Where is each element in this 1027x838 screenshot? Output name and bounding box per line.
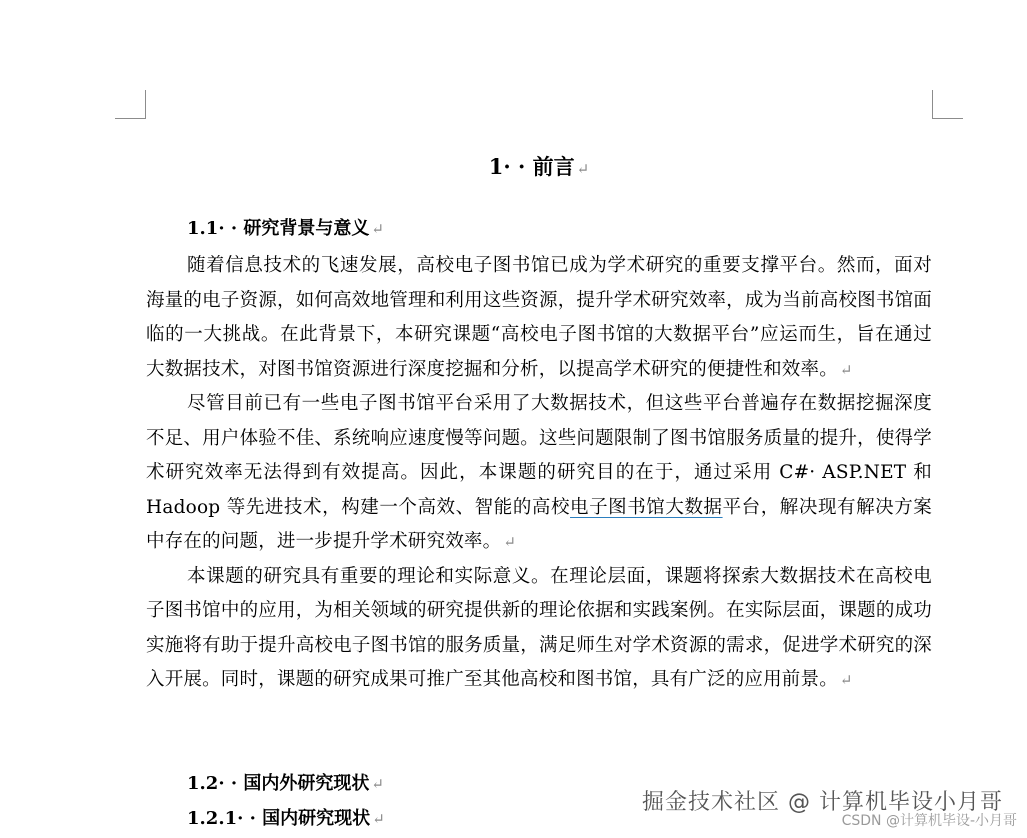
- section-heading-1-1: [187, 214, 384, 244]
- paragraph-mark-icon: ↵: [839, 360, 853, 379]
- chapter-title-text: 1· · 前言: [488, 154, 575, 179]
- paragraph-mark-icon: ↵: [371, 775, 384, 793]
- paragraph-1: [146, 249, 932, 387]
- chapter-title: [146, 152, 932, 184]
- section-heading-1-2-1: [187, 804, 385, 834]
- page-corner-top-left-marker: [115, 90, 146, 119]
- section-heading-text: 1.2· · 国内外研究现状: [187, 773, 370, 794]
- paragraph-mark-icon: ↵: [839, 671, 853, 689]
- paragraph-2: [146, 387, 932, 560]
- paragraph-mark-icon: ↵: [576, 160, 590, 178]
- paragraph-text: 随着信息技术的飞速发展，高校电子图书馆已成为学术研究的重要支撑平台。然而，面对海量的电子资源，如何高效地管理和利用这些资源，提升学术研究效率，成为当前高校图书馆面临的一大挑战。在此背景下，本研究课题“高校电子图书馆的大数据平台”应运而生，旨在通过大数据技术，对图书馆资源进行深度挖掘和分析，以提高学术研究的便捷性和效率。: [146, 255, 932, 380]
- paragraph-mark-icon: ↵: [372, 810, 385, 828]
- section-heading-1-2: [187, 769, 384, 799]
- watermark-csdn: CSDN @计算机毕设-小月哥: [841, 813, 1017, 829]
- paragraph-mark-icon: ↵: [503, 533, 517, 551]
- underlined-term: 电子图书馆大数据: [570, 496, 723, 518]
- section-heading-text: 1.2.1· · 国内研究现状: [187, 808, 371, 829]
- paragraph-text-part-2: 平台，解决现有解决方案中存在的问题，进一步提升学术研究效率。: [146, 496, 932, 552]
- paragraph-text: 本课题的研究具有重要的理论和实际意义。在理论层面，课题将探索大数据技术在高校电子图书馆中的应用，为相关领域的研究提供新的理论依据和实践案例。在实际层面，课题的成功实施将有助于提升高校电子图书馆的服务质量，满足师生对学术资源的需求，促进学术研究的深入开展。同时，课题的研究成果可推广至其他高校和图书馆，具有广泛的应用前景。: [146, 565, 932, 690]
- paragraph-text-part-1: 尽管目前已有一些电子图书馆平台采用了大数据技术，但这些平台普遍存在数据挖掘深度不足、用户体验不佳、系统响应速度慢等问题。这些问题限制了图书馆服务质量的提升，使得学术研究效率无法得到有效提高。因此，本课题的研究目的在于，通过采用 C#· ASP.NET 和 Hadoop 等先进技术，构建一个高效、智能的高校: [146, 393, 932, 518]
- section-heading-text: 1.1· · 研究背景与意义: [187, 218, 370, 239]
- watermark-juejin: 掘金技术社区 @ 计算机毕设小月哥: [642, 790, 1003, 815]
- paragraph-3: [146, 560, 932, 698]
- paragraph-mark-icon: ↵: [371, 220, 384, 238]
- page-corner-top-right-marker: [932, 90, 963, 119]
- body-text: [146, 249, 932, 698]
